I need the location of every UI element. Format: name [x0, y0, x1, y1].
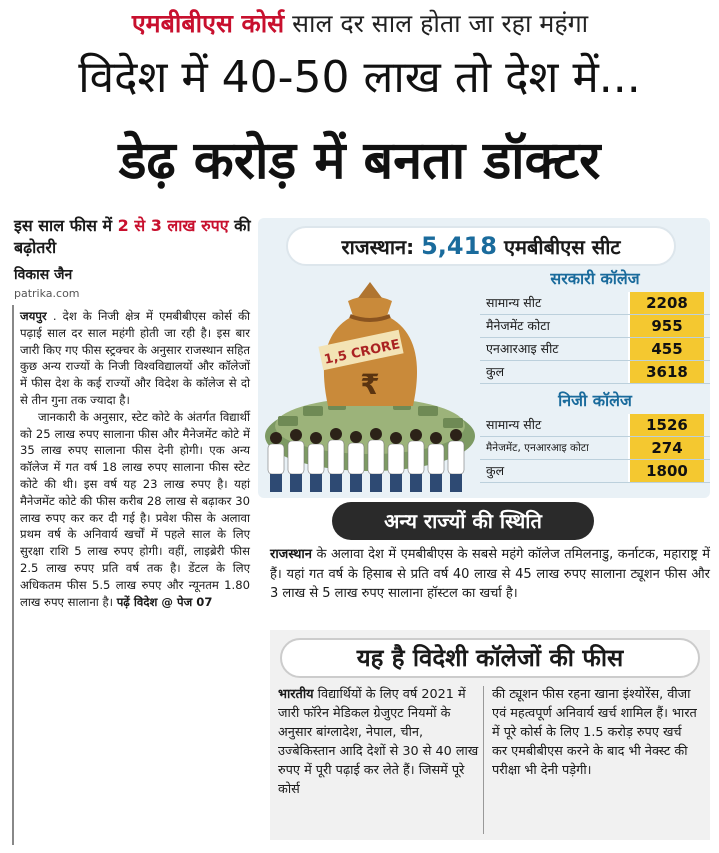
foreign-col-1	[278, 685, 483, 799]
row-value: 1526	[628, 414, 704, 436]
row-label: सामान्य सीट	[486, 417, 542, 432]
table-row	[480, 437, 710, 460]
row-label: सामान्य सीट	[486, 295, 542, 310]
byline: विकास जैन	[14, 267, 73, 283]
table-row	[480, 414, 710, 437]
lead-text-2: की बढ़ोतरी	[14, 216, 251, 257]
table-row	[480, 361, 710, 384]
infobox-title-prefix: राजस्थान:	[341, 235, 422, 259]
row-value: 455	[628, 338, 704, 360]
site-credit: patrika.com	[14, 287, 80, 300]
row-label: मैनेजमेंट कोटा	[486, 318, 550, 333]
headline-line-2: डेढ़ करोड़ में बनता डॉक्टर	[118, 131, 601, 191]
table-row	[480, 338, 710, 361]
paragraph-1-text: . देश के निजी क्षेत्र में एमबीबीएस कोर्स की पढ़ाई साल दर साल महंगी होती जा रही है। इस बार जारी किए गए फीस स्ट्रक्चर के अनुसार राजस्थान सहित कुछ अन्य राज्यों के निजी विश्वविद्यालयों और कॉलेजों में फीस देश के कई राज्यों और विदेश के कॉलेज से दो से तीन गुना तक ज्यादा है।	[20, 309, 250, 407]
kicker-text: साल दर साल होता जा रहा महंगा	[284, 9, 589, 38]
infobox-title-suffix: एमबीबीएस सीट	[497, 235, 621, 259]
foreign-col-2: की ट्यूशन फीस रहना खाना इंश्योरेंस, वीजा एवं महत्वपूर्ण अनिवार्य खर्च शामिल हैं। भारत में पूरे कोर्स के लिए 1.5 करोड़ रुपए खर्च कर एमबीबीएस करने के बाद भी नेक्स्ट की परीक्षा भी देनी पड़ेगी।	[492, 687, 697, 778]
row-label: मैनेजमेंट, एनआरआइ कोटा	[486, 442, 589, 454]
column-rule	[12, 305, 14, 845]
row-value: 3618	[628, 361, 704, 383]
continued-link[interactable]: पढ़ें विदेश @ पेज 07	[116, 594, 213, 609]
table-row	[480, 460, 710, 483]
dateline: जयपुर	[20, 309, 47, 323]
foreign-fees-heading: यह है विदेशी कॉलेजों की फीस	[280, 638, 700, 678]
govt-college-heading: सरकारी कॉलेज	[550, 269, 640, 288]
article-paragraph-2	[20, 409, 250, 611]
lead-text-1: इस साल फीस में	[14, 216, 118, 235]
article-body	[20, 308, 250, 610]
private-college-heading: निजी कॉलेज	[558, 391, 632, 410]
row-value: 955	[628, 315, 704, 337]
bag-label: 1,5 CRORE	[322, 337, 402, 368]
foreign-lead: भारतीय	[278, 687, 314, 702]
foreign-fees-box	[270, 630, 710, 840]
foreign-col-1-text: विद्यार्थियों के लिए वर्ष 2021 में जारी फॉरेन मेडिकल ग्रेजुएट नियमों के अनुसार बांग्लादेश, नेपाल, चीन, उज्बेकिस्तान आदि देशों से 30 से 40 लाख रुपए में पूरी पढ़ाई कर लेते हैं। जिसमें पूरे कोर्स	[278, 687, 479, 797]
kicker	[40, 6, 680, 42]
money-bag-illustration	[258, 276, 480, 496]
paragraph-2-text: जानकारी के अनुसार, स्टेट कोटे के अंतर्गत विद्यार्थी को 25 लाख रुपए सालाना फीस और मैनेजमेंट कोटे में 35 लाख रुपए सालाना फीस देनी होगी। एक अन्य कॉलेज में गत वर्ष 18 लाख रुपए सालाना फीस स्टेट कोटे की थी। इस वर्ष यह 23 लाख रुपए है। यहां मैनेजमेंट कोटे की फीस करीब 28 लाख से बढ़ाकर 30 लाख रुपए कर कर दी गई है। प्रवेश फीस के अलावा प्रथम वर्ष के अनिवार्य खर्चों में पहले साल के लिए सुरक्षा राशि 5 लाख रुपए होगी। वहीं, लाइब्रेरी फीस 2.5 लाख रुपए प्रति वर्ष तक है। डेंटल के लिए अधिकतम फीस 5.5 लाख रुपए और न्यूनतम 1.80 लाख रुपए सालाना है।	[20, 409, 250, 609]
row-value: 2208	[628, 292, 704, 314]
row-label: कुल	[486, 364, 505, 379]
headline-line-1: विदेश में 40-50 लाख तो देश में...	[78, 52, 641, 103]
other-states-text	[270, 545, 710, 604]
column-divider	[483, 686, 484, 834]
kicker-highlight: एमबीबीएस कोर्स	[131, 9, 285, 38]
seat-infobox	[258, 218, 710, 498]
other-states-body: के अलावा देश में एमबीबीएस के सबसे महंगे कॉलेज तमिलनाडु, कर्नाटक, महाराष्ट्र में हैं। यहां गत वर्ष के हिसाब से प्रति वर्ष 40 लाख से 45 लाख रुपए सालाना ट्यूशन फीस और 3 लाख से 5 लाख रुपए सालाना हॉस्टल का खर्चा है।	[270, 547, 710, 601]
private-college-table	[480, 388, 710, 483]
row-label: एनआरआइ सीट	[486, 341, 559, 356]
article-paragraph-1	[20, 308, 250, 409]
row-label: कुल	[486, 463, 505, 478]
lead-subheading	[14, 215, 254, 259]
other-states-heading: अन्य राज्यों की स्थिति	[332, 502, 594, 540]
row-value: 274	[628, 437, 704, 459]
rupee-symbol: ₹	[360, 368, 380, 401]
row-value: 1800	[628, 460, 704, 482]
infobox-title	[286, 226, 676, 266]
table-row	[480, 292, 710, 315]
lead-highlight: 2 से 3 लाख रुपए	[117, 216, 229, 235]
other-states-lead: राजस्थान	[270, 547, 313, 562]
infobox-title-number: 5,418	[421, 232, 497, 260]
govt-college-table	[480, 266, 710, 384]
table-row	[480, 315, 710, 338]
